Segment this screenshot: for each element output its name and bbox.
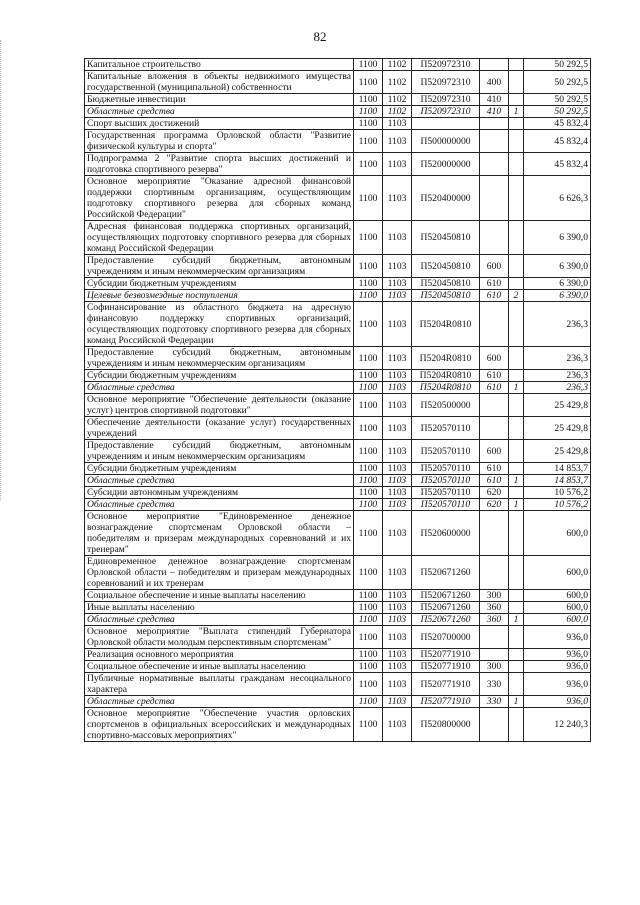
cell-fund-source bbox=[509, 221, 524, 255]
cell-subsection: 1103 bbox=[383, 590, 412, 602]
cell-amount: 10 576,2 bbox=[524, 499, 591, 511]
cell-target-article: П520972310 bbox=[412, 94, 480, 106]
table-row bbox=[85, 590, 591, 602]
cell-name: Субсидии бюджетным учреждениям bbox=[85, 463, 354, 475]
cell-expense-type bbox=[480, 708, 509, 742]
cell-target-article: П520771910 bbox=[412, 649, 480, 661]
cell-subsection: 1103 bbox=[383, 118, 412, 130]
cell-expense-type: 600 bbox=[480, 347, 509, 370]
cell-target-article: П520600000 bbox=[412, 511, 480, 556]
cell-amount: 25 429,8 bbox=[524, 440, 591, 463]
cell-fund-source bbox=[509, 59, 524, 71]
cell-expense-type bbox=[480, 59, 509, 71]
cell-target-article: П520800000 bbox=[412, 708, 480, 742]
cell-section: 1100 bbox=[354, 118, 383, 130]
cell-fund-source bbox=[509, 602, 524, 614]
cell-target-article: П520570110 bbox=[412, 487, 480, 499]
cell-subsection: 1103 bbox=[383, 221, 412, 255]
cell-subsection: 1103 bbox=[383, 130, 412, 153]
cell-amount: 236,3 bbox=[524, 347, 591, 370]
table-row bbox=[85, 673, 591, 696]
cell-section: 1100 bbox=[354, 394, 383, 417]
cell-expense-type bbox=[480, 302, 509, 347]
cell-section: 1100 bbox=[354, 463, 383, 475]
cell-amount: 936,0 bbox=[524, 626, 591, 649]
cell-target-article: П520671260 bbox=[412, 590, 480, 602]
cell-expense-type: 610 bbox=[480, 475, 509, 487]
cell-expense-type bbox=[480, 417, 509, 440]
cell-section: 1100 bbox=[354, 499, 383, 511]
table-row bbox=[85, 511, 591, 556]
cell-target-article: П520972310 bbox=[412, 106, 480, 118]
table-row bbox=[85, 71, 591, 94]
table-row bbox=[85, 255, 591, 278]
cell-fund-source bbox=[509, 118, 524, 130]
budget-table bbox=[84, 58, 591, 742]
cell-name: Основное мероприятие "Обеспечение участия орловских спортсменов в официальных всероссийских и международных спортивно-массовых мероприятиях" bbox=[85, 708, 354, 742]
cell-section: 1100 bbox=[354, 696, 383, 708]
cell-expense-type: 410 bbox=[480, 94, 509, 106]
cell-target-article: П520450810 bbox=[412, 290, 480, 302]
cell-target-article bbox=[412, 118, 480, 130]
table-row bbox=[85, 221, 591, 255]
cell-section: 1100 bbox=[354, 302, 383, 347]
cell-fund-source bbox=[509, 370, 524, 382]
cell-amount: 600,0 bbox=[524, 614, 591, 626]
cell-fund-source bbox=[509, 511, 524, 556]
table-row bbox=[85, 614, 591, 626]
cell-fund-source bbox=[509, 176, 524, 221]
cell-fund-source bbox=[509, 153, 524, 176]
cell-amount: 50 292,5 bbox=[524, 59, 591, 71]
cell-section: 1100 bbox=[354, 417, 383, 440]
cell-amount: 936,0 bbox=[524, 696, 591, 708]
cell-target-article: П520400000 bbox=[412, 176, 480, 221]
cell-name: Обеспечение деятельности (оказание услуг) государственных учреждений bbox=[85, 417, 354, 440]
table-row bbox=[85, 487, 591, 499]
cell-amount: 936,0 bbox=[524, 649, 591, 661]
cell-target-article: П5204R0810 bbox=[412, 370, 480, 382]
cell-expense-type: 610 bbox=[480, 290, 509, 302]
table-row bbox=[85, 440, 591, 463]
cell-amount: 12 240,3 bbox=[524, 708, 591, 742]
cell-section: 1100 bbox=[354, 130, 383, 153]
cell-section: 1100 bbox=[354, 602, 383, 614]
scan-edge-marks bbox=[0, 40, 5, 500]
cell-subsection: 1102 bbox=[383, 106, 412, 118]
cell-subsection: 1103 bbox=[383, 382, 412, 394]
cell-section: 1100 bbox=[354, 661, 383, 673]
cell-name: Областные средства bbox=[85, 614, 354, 626]
cell-fund-source bbox=[509, 71, 524, 94]
cell-section: 1100 bbox=[354, 440, 383, 463]
cell-subsection: 1103 bbox=[383, 302, 412, 347]
cell-target-article: П520450810 bbox=[412, 255, 480, 278]
cell-name: Подпрограмма 2 "Развитие спорта высших достижений и подготовка спортивного резерва" bbox=[85, 153, 354, 176]
cell-name: Бюджетные инвестиции bbox=[85, 94, 354, 106]
cell-amount: 600,0 bbox=[524, 511, 591, 556]
cell-expense-type: 620 bbox=[480, 499, 509, 511]
cell-subsection: 1103 bbox=[383, 499, 412, 511]
cell-fund-source: 1 bbox=[509, 614, 524, 626]
cell-section: 1100 bbox=[354, 556, 383, 590]
cell-section: 1100 bbox=[354, 382, 383, 394]
table-row bbox=[85, 382, 591, 394]
cell-name: Целевые безвозмездные поступления bbox=[85, 290, 354, 302]
cell-target-article: П520972310 bbox=[412, 71, 480, 94]
cell-fund-source bbox=[509, 255, 524, 278]
cell-target-article: П500000000 bbox=[412, 130, 480, 153]
cell-fund-source bbox=[509, 487, 524, 499]
cell-expense-type: 330 bbox=[480, 696, 509, 708]
cell-subsection: 1103 bbox=[383, 661, 412, 673]
cell-name: Основное мероприятие "Единовременное денежное вознаграждение спортсменам Орловской области – победителям и призерам международных соревнований и их тренерам" bbox=[85, 511, 354, 556]
table-row bbox=[85, 696, 591, 708]
cell-fund-source bbox=[509, 94, 524, 106]
cell-fund-source bbox=[509, 347, 524, 370]
cell-target-article: П5204R0810 bbox=[412, 382, 480, 394]
cell-name: Единовременное денежное вознаграждение спортсменам Орловской области – победителям и призерам международных соревнований и их тренерам bbox=[85, 556, 354, 590]
cell-expense-type: 600 bbox=[480, 440, 509, 463]
cell-amount: 6 390,0 bbox=[524, 290, 591, 302]
cell-expense-type bbox=[480, 153, 509, 176]
cell-target-article: П520570110 bbox=[412, 463, 480, 475]
cell-expense-type: 610 bbox=[480, 382, 509, 394]
cell-amount: 45 832,4 bbox=[524, 153, 591, 176]
cell-amount: 6 390,0 bbox=[524, 255, 591, 278]
cell-section: 1100 bbox=[354, 153, 383, 176]
cell-target-article: П520450810 bbox=[412, 221, 480, 255]
cell-fund-source bbox=[509, 673, 524, 696]
cell-target-article: П520771910 bbox=[412, 696, 480, 708]
cell-expense-type: 360 bbox=[480, 602, 509, 614]
cell-section: 1100 bbox=[354, 290, 383, 302]
cell-subsection: 1103 bbox=[383, 347, 412, 370]
cell-amount: 50 292,5 bbox=[524, 94, 591, 106]
cell-expense-type: 360 bbox=[480, 614, 509, 626]
cell-expense-type: 300 bbox=[480, 590, 509, 602]
cell-expense-type: 330 bbox=[480, 673, 509, 696]
cell-name: Областные средства bbox=[85, 475, 354, 487]
cell-section: 1100 bbox=[354, 475, 383, 487]
cell-subsection: 1103 bbox=[383, 278, 412, 290]
cell-target-article: П5204R0810 bbox=[412, 302, 480, 347]
cell-fund-source bbox=[509, 302, 524, 347]
cell-subsection: 1103 bbox=[383, 153, 412, 176]
cell-section: 1100 bbox=[354, 626, 383, 649]
table-row bbox=[85, 59, 591, 71]
table-row bbox=[85, 649, 591, 661]
cell-subsection: 1103 bbox=[383, 370, 412, 382]
cell-subsection: 1103 bbox=[383, 708, 412, 742]
cell-expense-type bbox=[480, 649, 509, 661]
table-row bbox=[85, 130, 591, 153]
cell-subsection: 1103 bbox=[383, 290, 412, 302]
table-row bbox=[85, 417, 591, 440]
cell-target-article: П520671260 bbox=[412, 602, 480, 614]
table-row bbox=[85, 394, 591, 417]
cell-subsection: 1103 bbox=[383, 511, 412, 556]
cell-fund-source bbox=[509, 394, 524, 417]
cell-fund-source: 1 bbox=[509, 475, 524, 487]
cell-fund-source: 1 bbox=[509, 106, 524, 118]
table-row bbox=[85, 94, 591, 106]
cell-section: 1100 bbox=[354, 614, 383, 626]
cell-name: Областные средства bbox=[85, 499, 354, 511]
cell-amount: 236,3 bbox=[524, 382, 591, 394]
cell-amount: 14 853,7 bbox=[524, 475, 591, 487]
table-row bbox=[85, 708, 591, 742]
cell-target-article: П520700000 bbox=[412, 626, 480, 649]
cell-name: Субсидии бюджетным учреждениям bbox=[85, 278, 354, 290]
cell-fund-source bbox=[509, 417, 524, 440]
cell-name: Областные средства bbox=[85, 106, 354, 118]
cell-name: Основное мероприятие "Оказание адресной финансовой поддержки спортивным организациям, осуществляющим подготовку спортивного резерва для сборных команд Российской Федерации" bbox=[85, 176, 354, 221]
cell-target-article: П520500000 bbox=[412, 394, 480, 417]
cell-target-article: П520771910 bbox=[412, 673, 480, 696]
cell-section: 1100 bbox=[354, 278, 383, 290]
table-row bbox=[85, 106, 591, 118]
cell-subsection: 1103 bbox=[383, 417, 412, 440]
cell-name: Предоставление субсидий бюджетным, автономным учреждениям и иным некоммерческим организациям bbox=[85, 255, 354, 278]
cell-name: Публичные нормативные выплаты гражданам несоциального характера bbox=[85, 673, 354, 696]
cell-expense-type bbox=[480, 118, 509, 130]
cell-target-article: П520570110 bbox=[412, 475, 480, 487]
cell-target-article: П520570110 bbox=[412, 499, 480, 511]
cell-amount: 600,0 bbox=[524, 556, 591, 590]
cell-expense-type bbox=[480, 176, 509, 221]
table-row bbox=[85, 626, 591, 649]
cell-expense-type bbox=[480, 511, 509, 556]
cell-section: 1100 bbox=[354, 511, 383, 556]
cell-subsection: 1102 bbox=[383, 71, 412, 94]
cell-subsection: 1102 bbox=[383, 94, 412, 106]
cell-section: 1100 bbox=[354, 255, 383, 278]
cell-name: Предоставление субсидий бюджетным, автономным учреждениям и иным некоммерческим организациям bbox=[85, 347, 354, 370]
cell-amount: 6 626,3 bbox=[524, 176, 591, 221]
cell-amount: 45 832,4 bbox=[524, 130, 591, 153]
cell-target-article: П520972310 bbox=[412, 59, 480, 71]
cell-name: Социальное обеспечение и иные выплаты населению bbox=[85, 661, 354, 673]
cell-section: 1100 bbox=[354, 370, 383, 382]
cell-fund-source bbox=[509, 708, 524, 742]
cell-fund-source bbox=[509, 440, 524, 463]
cell-amount: 236,3 bbox=[524, 302, 591, 347]
cell-amount: 25 429,8 bbox=[524, 394, 591, 417]
cell-subsection: 1103 bbox=[383, 556, 412, 590]
cell-expense-type bbox=[480, 130, 509, 153]
cell-section: 1100 bbox=[354, 649, 383, 661]
budget-table-body bbox=[85, 59, 591, 742]
cell-expense-type: 610 bbox=[480, 278, 509, 290]
cell-fund-source bbox=[509, 590, 524, 602]
cell-target-article: П520570110 bbox=[412, 417, 480, 440]
cell-expense-type: 620 bbox=[480, 487, 509, 499]
cell-target-article: П5204R0810 bbox=[412, 347, 480, 370]
cell-target-article: П520671260 bbox=[412, 614, 480, 626]
cell-subsection: 1103 bbox=[383, 673, 412, 696]
table-row bbox=[85, 499, 591, 511]
cell-section: 1100 bbox=[354, 590, 383, 602]
cell-fund-source bbox=[509, 649, 524, 661]
table-row bbox=[85, 278, 591, 290]
cell-amount: 50 292,5 bbox=[524, 106, 591, 118]
cell-amount: 50 292,5 bbox=[524, 71, 591, 94]
cell-expense-type bbox=[480, 556, 509, 590]
cell-section: 1100 bbox=[354, 59, 383, 71]
cell-name: Адресная финансовая поддержка спортивных организаций, осуществляющих подготовку спортивного резерва для сборных команд Российской Федерации bbox=[85, 221, 354, 255]
cell-amount: 600,0 bbox=[524, 590, 591, 602]
cell-section: 1100 bbox=[354, 708, 383, 742]
cell-target-article: П520570110 bbox=[412, 440, 480, 463]
cell-amount: 236,3 bbox=[524, 370, 591, 382]
cell-fund-source bbox=[509, 130, 524, 153]
cell-subsection: 1103 bbox=[383, 475, 412, 487]
cell-amount: 936,0 bbox=[524, 661, 591, 673]
table-row bbox=[85, 347, 591, 370]
table-row bbox=[85, 661, 591, 673]
table-row bbox=[85, 602, 591, 614]
cell-subsection: 1102 bbox=[383, 59, 412, 71]
table-row bbox=[85, 475, 591, 487]
cell-name: Основное мероприятие "Выплата стипендий Губернатора Орловской области молодым перспективным спортсменам" bbox=[85, 626, 354, 649]
cell-amount: 600,0 bbox=[524, 602, 591, 614]
table-row bbox=[85, 463, 591, 475]
cell-expense-type bbox=[480, 626, 509, 649]
cell-fund-source: 1 bbox=[509, 499, 524, 511]
cell-subsection: 1103 bbox=[383, 176, 412, 221]
cell-expense-type: 410 bbox=[480, 106, 509, 118]
cell-amount: 10 576,2 bbox=[524, 487, 591, 499]
cell-amount: 14 853,7 bbox=[524, 463, 591, 475]
table-row bbox=[85, 290, 591, 302]
cell-subsection: 1103 bbox=[383, 440, 412, 463]
cell-subsection: 1103 bbox=[383, 626, 412, 649]
cell-fund-source bbox=[509, 556, 524, 590]
cell-name: Спорт высших достижений bbox=[85, 118, 354, 130]
table-row bbox=[85, 556, 591, 590]
cell-name: Софинансирование из областного бюджета на адресную финансовую поддержку спортивных организаций, осуществляющих подготовку спортивного резерва для сборных команд Российской Федерации bbox=[85, 302, 354, 347]
table-row bbox=[85, 370, 591, 382]
cell-amount: 25 429,8 bbox=[524, 417, 591, 440]
cell-subsection: 1103 bbox=[383, 487, 412, 499]
cell-name: Областные средства bbox=[85, 382, 354, 394]
cell-name: Субсидии автономным учреждениям bbox=[85, 487, 354, 499]
cell-amount: 45 832,4 bbox=[524, 118, 591, 130]
cell-name: Капитальное строительство bbox=[85, 59, 354, 71]
cell-subsection: 1103 bbox=[383, 602, 412, 614]
cell-name: Государственная программа Орловской области "Развитие физической культуры и спорта" bbox=[85, 130, 354, 153]
cell-expense-type: 600 bbox=[480, 255, 509, 278]
cell-subsection: 1103 bbox=[383, 649, 412, 661]
cell-section: 1100 bbox=[354, 347, 383, 370]
cell-section: 1100 bbox=[354, 176, 383, 221]
cell-name: Реализация основного мероприятия bbox=[85, 649, 354, 661]
cell-amount: 936,0 bbox=[524, 673, 591, 696]
cell-subsection: 1103 bbox=[383, 614, 412, 626]
cell-expense-type bbox=[480, 394, 509, 417]
cell-fund-source: 1 bbox=[509, 696, 524, 708]
cell-amount: 6 390,0 bbox=[524, 221, 591, 255]
page-number: 82 bbox=[313, 29, 327, 44]
cell-section: 1100 bbox=[354, 673, 383, 696]
table-row bbox=[85, 118, 591, 130]
cell-target-article: П520000000 bbox=[412, 153, 480, 176]
cell-fund-source bbox=[509, 278, 524, 290]
cell-expense-type: 300 bbox=[480, 661, 509, 673]
cell-section: 1100 bbox=[354, 94, 383, 106]
cell-section: 1100 bbox=[354, 487, 383, 499]
cell-subsection: 1103 bbox=[383, 463, 412, 475]
cell-expense-type: 400 bbox=[480, 71, 509, 94]
cell-name: Субсидии бюджетным учреждениям bbox=[85, 370, 354, 382]
cell-name: Основное мероприятие "Обеспечение деятельности (оказание услуг) центров спортивной подготовки" bbox=[85, 394, 354, 417]
cell-section: 1100 bbox=[354, 71, 383, 94]
cell-fund-source bbox=[509, 463, 524, 475]
cell-section: 1100 bbox=[354, 106, 383, 118]
cell-target-article: П520450810 bbox=[412, 278, 480, 290]
cell-name: Предоставление субсидий бюджетным, автономным учреждениям и иным некоммерческим организациям bbox=[85, 440, 354, 463]
cell-section: 1100 bbox=[354, 221, 383, 255]
table-row bbox=[85, 153, 591, 176]
cell-amount: 6 390,0 bbox=[524, 278, 591, 290]
cell-fund-source bbox=[509, 626, 524, 649]
cell-fund-source bbox=[509, 661, 524, 673]
cell-name: Капитальные вложения в объекты недвижимого имущества государственной (муниципальной) собственности bbox=[85, 71, 354, 94]
cell-subsection: 1103 bbox=[383, 255, 412, 278]
cell-name: Социальное обеспечение и иные выплаты населению bbox=[85, 590, 354, 602]
cell-target-article: П520671260 bbox=[412, 556, 480, 590]
cell-name: Иные выплаты населению bbox=[85, 602, 354, 614]
cell-target-article: П520771910 bbox=[412, 661, 480, 673]
cell-expense-type: 610 bbox=[480, 463, 509, 475]
table-row bbox=[85, 176, 591, 221]
table-row bbox=[85, 302, 591, 347]
cell-fund-source: 1 bbox=[509, 382, 524, 394]
cell-subsection: 1103 bbox=[383, 696, 412, 708]
cell-expense-type: 610 bbox=[480, 370, 509, 382]
cell-fund-source: 2 bbox=[509, 290, 524, 302]
cell-expense-type bbox=[480, 221, 509, 255]
cell-subsection: 1103 bbox=[383, 394, 412, 417]
cell-name: Областные средства bbox=[85, 696, 354, 708]
